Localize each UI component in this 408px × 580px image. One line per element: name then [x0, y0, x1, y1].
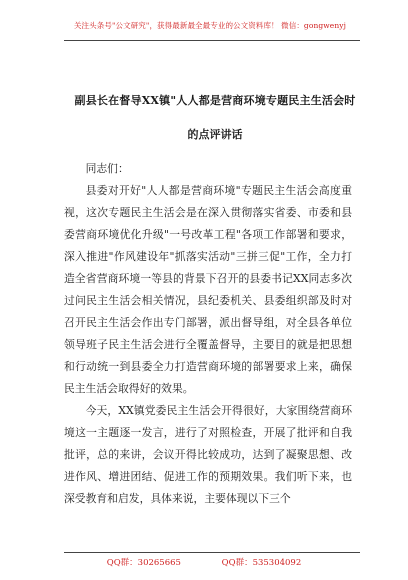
body-paragraph-1: 县委对开好"人人都是营商环境"专题民主生活会高度重视，这次专题民主生活会是在深入贯彻落实省委、市委和县委营商环境优化升级"一号改革工程"各项工作部署和要求，深入推进"作风建设年"抓落实活动"三拼三促"工作，全力打造全省营商环境一等县的背景下召开的县委书记XX同志多次过问民主生活会相关情况，县纪委机关、县委组织部及时对召开民主生活会作出专门部署，派出督导组，对全县各单位领导班子民主生活会进行全覆盖督导，主要目的就是把思想和行动统一到县委全力打造营商环境的部署要求上来，确保民主生活会取得好的效果。: [64, 184, 352, 395]
document-title-line2: 的点评讲话: [187, 128, 243, 141]
body-paragraph-2: 今天，XX镇党委民主生活会开得很好，大家围绕营商环境这一主题逐一发言，进行了对照检查，开展了批评和自我批评，总的来讲，会议开得比较成功，达到了凝聚思想、改进作风、增进团结、促进工作的预期效果。我们听下来，也深受教育和启发，具体来说，主要体现以下三个: [64, 404, 352, 505]
header-banner: 关注头条号"公文研究"，获得最新最全最专业的公文资料库！ 微信：gongwenyj: [73, 21, 347, 30]
document-title-line1: 副县长在督导XX镇"人人都是营商环境专题民主生活会时: [74, 94, 356, 107]
footer-qq-group-2: QQ群：535304092: [221, 558, 302, 568]
document-body: [64, 158, 352, 510]
header-divider: [64, 40, 360, 41]
footer: [0, 556, 408, 568]
footer-qq-group-1: QQ群：30265665: [106, 558, 181, 568]
salutation: 同志们：: [85, 162, 129, 175]
footer-divider: [64, 552, 360, 553]
